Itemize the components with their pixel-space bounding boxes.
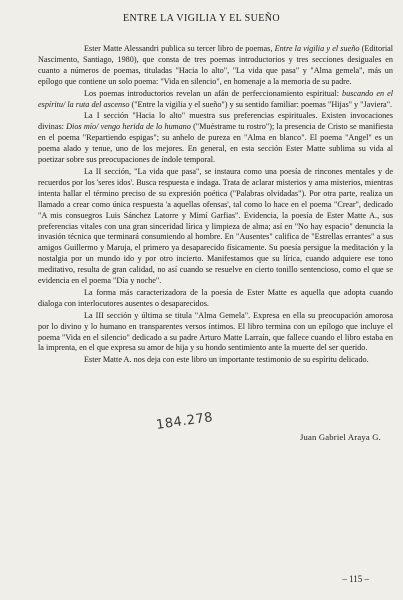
text-run: ("Entre la vigilia y el sueño") y su sentido familiar: poemas "Hijas" y "Javiera".: [129, 99, 393, 109]
text-run: La I sección "Hacia lo alto" muestra sus preferencias espirituales. Existen invocaciones divinas:: [38, 111, 393, 132]
paragraph-4: [38, 167, 393, 287]
italic-quote: Dios mío/ vengo herida de lo humano: [66, 122, 191, 132]
text-run: La forma más caracterizadora de la poesía de Ester Matte es aquella que adopta cuando dialoga con interlocutores ausentes o desaparecidos.: [38, 287, 393, 308]
text-run: Ester Matte A. nos deja con este libro un importante testimonio de su espíritu delicado.: [84, 355, 369, 365]
text-run: La II sección, "La vida que pasa", se instaura como una poesía de rincones mentales y de recuerdos por los 'seres idos'. Busca respuesta e indaga. Trata de aclarar misterios y ama misterios, mientras intenta hallar el término preciso de su expresión poética ("Palabras olvidadas"). Por otra parte, realiza un llamado a crear como única respuesta 'a aquellas ofensas', tal como lo hace en el poema "Crear", dedicado "A mis consuegros Luis Sánchez Latorre y Mimí Garfias". Evidencia, la poesía de Ester Matte A., sus preferencias vitales con una gran sinceridad lírica y limpieza de alma; así en "No hay espacio" denuncia la invasión técnica que terminará consumiendo al hombre. En "Ausentes" califica de "Estrellas errantes" a sus amigos Guillermo y Maruja, el primero ya desaparecido físicamente. Su poesía persigue la meditación y la nostalgia por un mundo ido y por otro incierto. Manifestamos que su lírica, cuando adquiere ese tono meditativo, resulta de gran calidad, no así cuando se resuelve en cierto tonillo sentencioso, como el que se evidencia en el poema "Día y noche".: [38, 166, 393, 286]
italic-quote: Entre la vigilia y el sueño: [274, 44, 360, 53]
paragraph-6: [38, 311, 393, 355]
paragraph-5: [38, 288, 393, 310]
handwritten-catalog-number: 184.278: [155, 410, 215, 433]
paragraph-3: [38, 111, 393, 166]
italic-quote: buscando en el espíritu/ la ruta del ascenso: [38, 88, 393, 109]
text-run: Ester Matte Alessandri publica su tercer libro de poemas,: [84, 44, 275, 53]
article-title: ENTRE LA VIGILIA Y EL SUEÑO: [123, 13, 280, 24]
text-run: ("Muéstrame tu rostro"); la presencia de Cristo se manifiesta en el poema "Repartiendo espigas"; su anhelo de pureza en "Alma en blanco". El poema "Angel" es un poema alado y tenue, uno de los mejores. En general, en esta sección Ester Matte sublima su vida al poetizar sobre sus preocupaciones de índole temporal.: [38, 122, 393, 165]
article-body: [38, 44, 393, 367]
page-number: – 115 –: [342, 574, 369, 584]
bleed-through-watermark: [30, 556, 220, 590]
text-run: La III sección y última se titula "Alma Gemela". Expresa en ella su preocupación amorosa por lo divino y lo humano en transparentes versos íntimos. El libro termina con un epílogo que incluye el poema "Vida en el silencio" dedicado a su padre Arturo Matte Larraín, que fallece cuando el libro estaba en la imprenta, en el que expresa su amor de hija y su hondo sentimiento ante la muerte del ser querido.: [38, 310, 393, 353]
text-run: (Editorial Nascimento, Santiago, 1980), que consta de tres poemas introductorios y tres secciones desiguales en cuanto a números de poemas, tituladas "Hacia lo alto", "La vida que pasa" y "Alma gemela", más un epílogo que contiene un solo poema: "Vida en silencio", en homenaje a la memoria de su padre.: [38, 44, 393, 86]
paragraph-1: [38, 44, 393, 88]
paragraph-7: [38, 355, 393, 366]
author-signature: Juan Gabriel Araya G.: [299, 432, 381, 442]
paragraph-2: [38, 89, 393, 111]
text-run: Los poemas introductorios revelan un afán de perfeccionamiento espiritual:: [84, 88, 342, 98]
